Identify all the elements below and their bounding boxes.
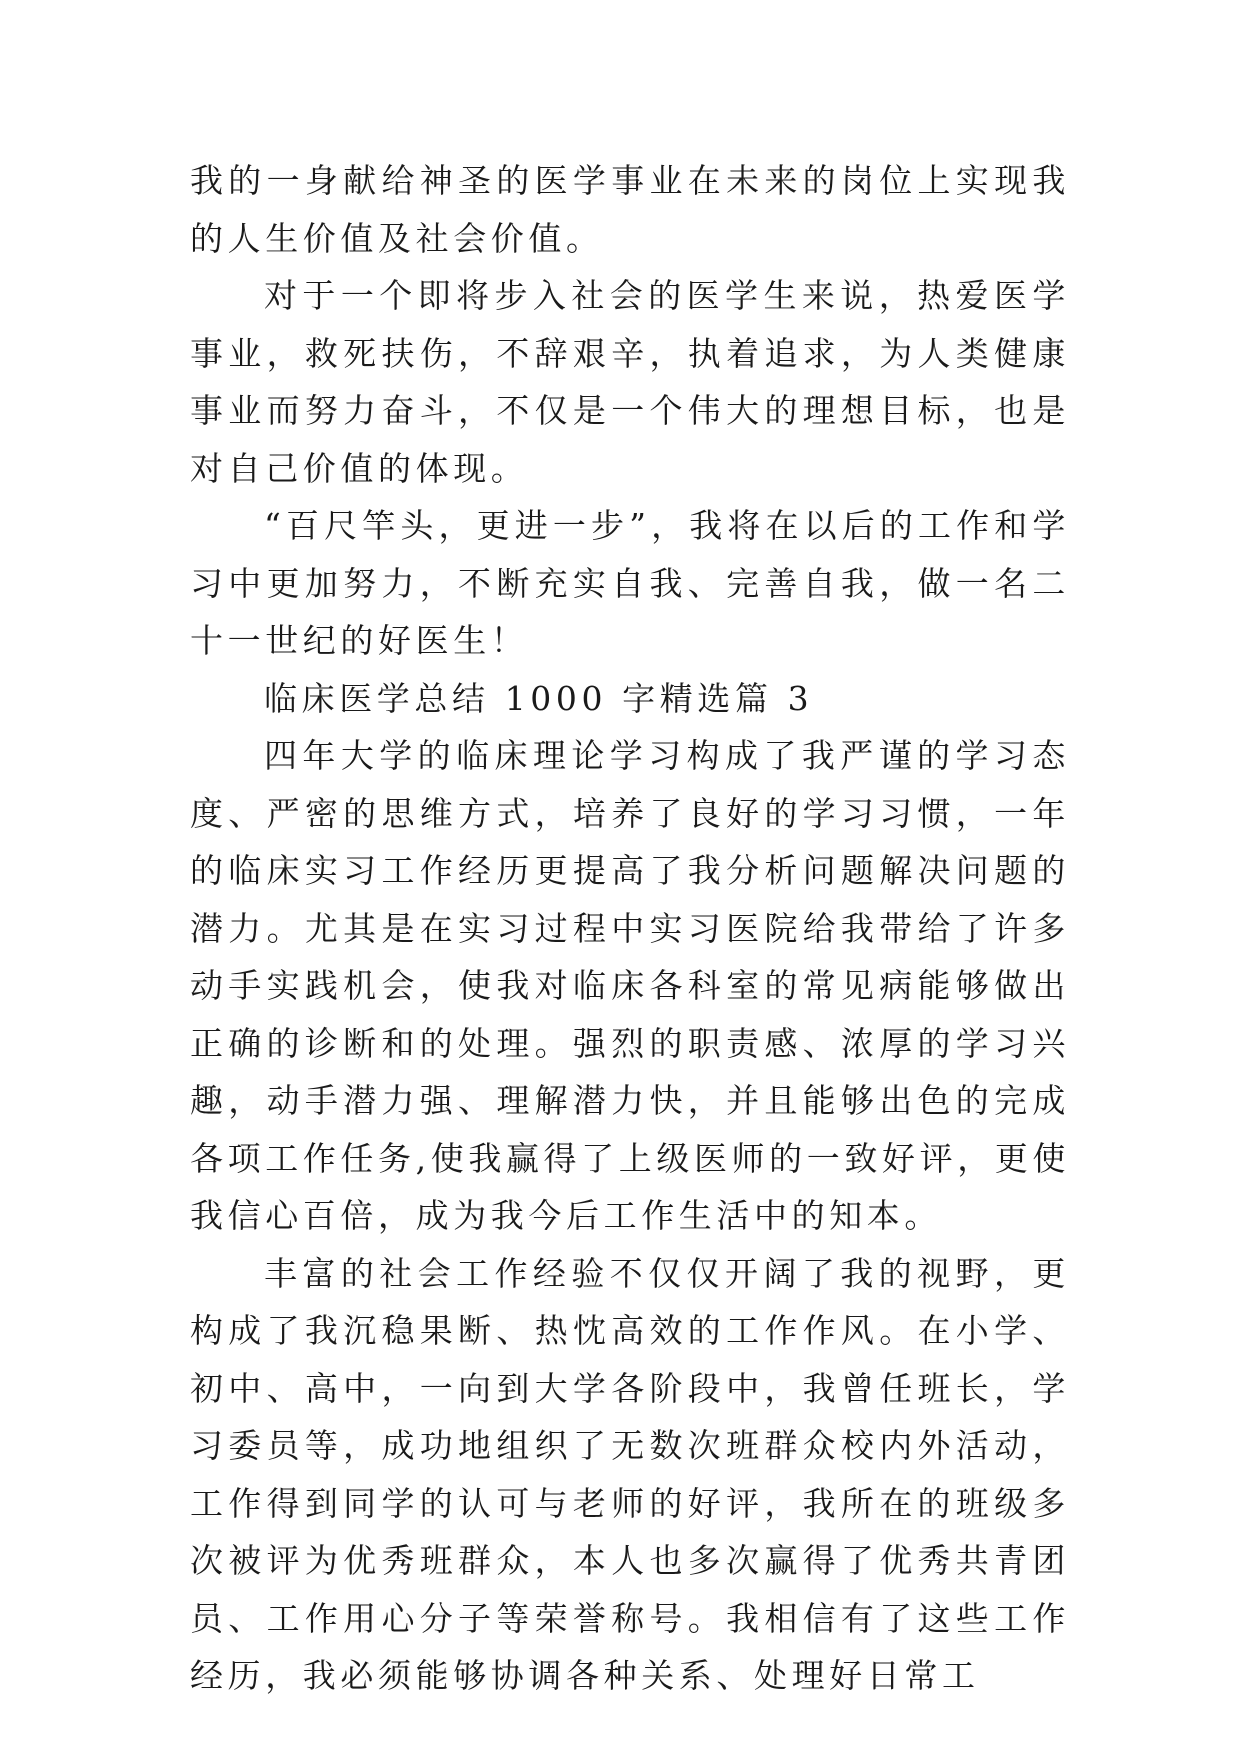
paragraph-medical-student-ideal: 对于一个即将步入社会的医学生来说，热爱医学事业，救死扶伤，不辞艰辛，执着追求，为人类健康事业而努力奋斗，不仅是一个伟大的理想目标，也是对自己价值的体现。 [190,276,1070,488]
paragraph-further-progress: “百尺竿头，更进一步”，我将在以后的工作和学习中更加努力，不断充实自我、完善自我，做一名二十一世纪的好医生！ [190,506,1070,660]
paragraph-social-work: 丰富的社会工作经验不仅仅开阔了我的视野，更构成了我沉稳果断、热忱高效的工作作风。在小学、初中、高中，一向到大学各阶段中，我曾任班长，学习委员等，成功地组织了无数次班群众校内外活动，工作得到同学的认可与老师的好评，我所在的班级多次被评为优秀班群众，本人也多次赢得了优秀共青团员、工作用心分子等荣誉称号。我相信有了这些工作经历，我必须能够协调各种关系、处理好日常工 [190,1253,1070,1695]
paragraph-continuation: 我的一身献给神圣的医学事业在未来的岗位上实现我的人生价值及社会价值。 [190,161,1070,258]
paragraph-clinical-study: 四年大学的临床理论学习构成了我严谨的学习态度、严密的思维方式，培养了良好的学习习惯，一年的临床实习工作经历更提高了我分析问题解决问题的潜力。尤其是在实习过程中实习医院给我带给了许多动手实践机会，使我对临床各科室的常见病能够做出正确的诊断和的处理。强烈的职责感、浓厚的学习兴趣，动手潜力强、理解潜力快，并且能够出色的完成各项工作任务,使我赢得了上级医师的一致好评，更使我信心百倍，成为我今后工作生活中的知本。 [190,736,1070,1235]
section-heading: 临床医学总结 1000 字精选篇 3 [264,678,814,718]
document-body [190,152,1070,1705]
